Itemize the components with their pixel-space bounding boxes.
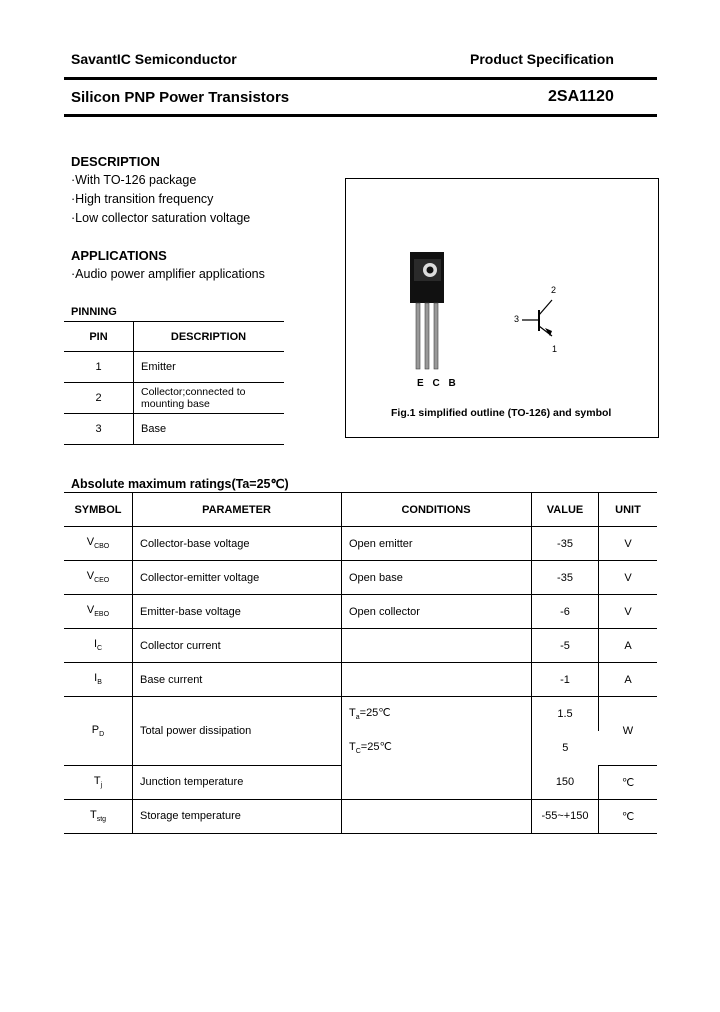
pin-description-header: DESCRIPTION (134, 322, 285, 352)
table-row (64, 629, 657, 663)
unit-cell: A (599, 663, 658, 697)
parameter-cell: Storage temperature (133, 799, 342, 833)
symbol-cell: $P_D$ (64, 697, 133, 766)
symbol-cell: $V_{CBO}$ (64, 527, 133, 561)
value-cell: 150 (532, 765, 599, 799)
header-rule-top (64, 77, 657, 80)
pin-description: Emitter (134, 352, 285, 383)
to126-package-drawing (346, 179, 658, 437)
conditions-cell: $T_C=25℃$ (342, 731, 532, 765)
parameter-cell: Collector current (133, 629, 342, 663)
table-row (64, 561, 657, 595)
symbol-cell: $V_{CEO}$ (64, 561, 133, 595)
unit-cell: W (599, 697, 658, 766)
unit-cell: V (599, 595, 658, 629)
pin-description: Collector;connected to mounting base (134, 383, 285, 414)
unit-cell: A (599, 629, 658, 663)
symbol-label-base: 3 (514, 314, 520, 324)
pinning-table (64, 321, 284, 445)
conditions-cell (342, 799, 532, 833)
table-row (64, 383, 284, 414)
symbol-cell: $V_{EBO}$ (64, 595, 133, 629)
symbol-cell: $T_j$ (64, 765, 133, 799)
unit-cell: V (599, 527, 658, 561)
parameter-cell: Junction temperature (133, 765, 342, 799)
table-header-row (64, 493, 657, 527)
conditions-cell: Open base (342, 561, 532, 595)
pin-number: 2 (64, 383, 134, 414)
company-name: SavantIC Semiconductor (71, 51, 237, 67)
description-title: DESCRIPTION (71, 154, 160, 169)
table-row (64, 765, 657, 799)
value-cell: -35 (532, 561, 599, 595)
table-row (64, 527, 657, 561)
table-header-row (64, 322, 284, 352)
description-item: ·With TO-126 package (71, 173, 197, 187)
figure-box (345, 178, 659, 438)
pin-number: 1 (64, 352, 134, 383)
parameter-cell: Base current (133, 663, 342, 697)
description-item: ·High transition frequency (71, 192, 214, 206)
doc-type: Product Specification (470, 51, 614, 67)
table-row (64, 414, 284, 445)
conditions-cell: Open collector (342, 595, 532, 629)
unit-cell: V (599, 561, 658, 595)
table-row (64, 799, 657, 833)
value-cell: -6 (532, 595, 599, 629)
parameter-header: PARAMETER (133, 493, 342, 527)
table-row (64, 663, 657, 697)
conditions-cell (342, 629, 532, 663)
applications-item: ·Audio power amplifier applications (71, 267, 265, 281)
symbol-label-collector: 2 (551, 285, 557, 295)
lead-labels: E C B (417, 378, 459, 389)
value-cell: -35 (532, 527, 599, 561)
table-row (64, 595, 657, 629)
conditions-header: CONDITIONS (342, 493, 532, 527)
parameter-cell: Total power dissipation (133, 697, 342, 766)
symbol-cell: $I_C$ (64, 629, 133, 663)
part-number: 2SA1120 (548, 88, 614, 105)
pin-number: 3 (64, 414, 134, 445)
symbol-cell: $I_B$ (64, 663, 133, 697)
value-cell: 5 (562, 742, 569, 754)
parameter-cell: Collector-emitter voltage (133, 561, 342, 595)
value-cell: -5 (532, 629, 599, 663)
conditions-cell (342, 663, 532, 697)
value-header: VALUE (532, 493, 599, 527)
pinning-title: PINNING (71, 306, 117, 318)
description-item: ·Low collector saturation voltage (71, 211, 251, 225)
conditions-cell (342, 765, 532, 799)
table-row (64, 352, 284, 383)
parameter-cell: Emitter-base voltage (133, 595, 342, 629)
unit-header: UNIT (599, 493, 658, 527)
product-line: Silicon PNP Power Transistors (71, 89, 290, 106)
figure-caption: Fig.1 simplified outline (TO-126) and symbol (391, 407, 612, 419)
value-cell: -1 (532, 663, 599, 697)
unit-cell: ℃ (599, 799, 658, 833)
symbol-label-emitter: 1 (552, 344, 558, 354)
table-row (64, 697, 657, 732)
ratings-title: Absolute maximum ratings(Ta=25℃) (71, 477, 289, 491)
header-rule-bottom (64, 114, 657, 117)
pin-header: PIN (64, 322, 134, 352)
pin-description: Base (134, 414, 285, 445)
unit-cell: ℃ (599, 765, 658, 799)
ratings-table (64, 492, 657, 834)
value-cell: 1.5 (532, 697, 599, 732)
conditions-cell: Open emitter (342, 527, 532, 561)
conditions-cell: $T_a=25℃$ (342, 697, 532, 732)
applications-title: APPLICATIONS (71, 248, 167, 263)
value-cell: -55~+150 (532, 799, 599, 833)
parameter-cell: Collector-base voltage (133, 527, 342, 561)
symbol-cell: $T_{stg}$ (64, 799, 133, 833)
symbol-header: SYMBOL (64, 493, 133, 527)
